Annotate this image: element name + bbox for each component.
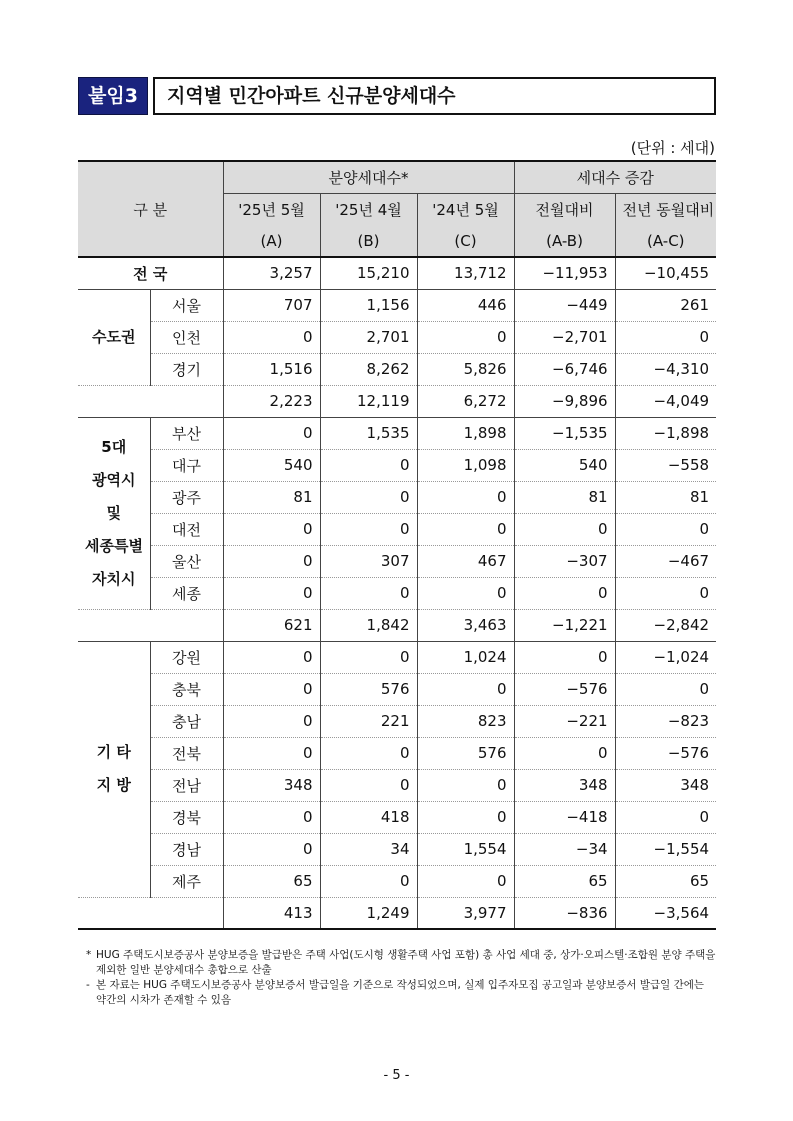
region-group-label-line: 기 타 — [96, 743, 131, 761]
value-cell: 467 — [417, 545, 514, 577]
value-cell: 1,842 — [320, 609, 417, 641]
value-cell: 3,977 — [417, 897, 514, 929]
value-cell: 15,210 — [320, 257, 417, 289]
column-header: (C) — [417, 225, 514, 257]
footnote-text: 본 자료는 HUG 주택도시보증공사 분양보증서 발급일을 기준으로 작성되었으며, 실제 입주자모집 공고일과 분양보증서 발급일 간에는 약간의 시차가 존재할 수 있음 — [96, 979, 705, 1006]
value-cell: −823 — [615, 705, 716, 737]
region-name: 대전 — [150, 513, 223, 545]
footnote-mark: * — [86, 949, 92, 961]
value-cell: 0 — [417, 481, 514, 513]
page-number: - 5 - — [383, 1068, 410, 1083]
value-cell: −836 — [514, 897, 615, 929]
unit-label: (단위 : 세대) — [630, 139, 715, 157]
subtotal-label — [78, 609, 223, 641]
value-cell: −449 — [514, 289, 615, 321]
value-cell: 1,554 — [417, 833, 514, 865]
region-name: 울산 — [150, 545, 223, 577]
value-cell: 0 — [417, 321, 514, 353]
value-cell: −2,842 — [615, 609, 716, 641]
value-cell: 1,156 — [320, 289, 417, 321]
value-cell: 0 — [223, 641, 320, 673]
region-group-label-line: 광역시 — [92, 470, 136, 489]
value-cell: 0 — [223, 321, 320, 353]
value-cell: 307 — [320, 545, 417, 577]
header-row — [78, 161, 716, 193]
table-row — [78, 705, 716, 737]
value-cell: 0 — [223, 545, 320, 577]
footnote — [86, 948, 716, 978]
housing-supply-table — [78, 160, 716, 930]
region-name: 전북 — [150, 737, 223, 769]
value-cell: 0 — [320, 449, 417, 481]
value-cell: 576 — [417, 737, 514, 769]
value-cell: 0 — [223, 737, 320, 769]
national-row — [78, 257, 716, 289]
value-cell: 81 — [514, 481, 615, 513]
region-name: 경남 — [150, 833, 223, 865]
value-cell: 823 — [417, 705, 514, 737]
region-name: 세종 — [150, 577, 223, 609]
region-name: 충북 — [150, 673, 223, 705]
value-cell: 261 — [615, 289, 716, 321]
region-name: 인천 — [150, 321, 223, 353]
region-name: 부산 — [150, 417, 223, 449]
value-cell: −558 — [615, 449, 716, 481]
value-cell: −6,746 — [514, 353, 615, 385]
value-cell: 12,119 — [320, 385, 417, 417]
table-row — [78, 449, 716, 481]
value-cell: 0 — [514, 737, 615, 769]
value-cell: 0 — [320, 865, 417, 897]
value-cell: 65 — [514, 865, 615, 897]
value-cell: 3,463 — [417, 609, 514, 641]
value-cell: 34 — [320, 833, 417, 865]
subtotal-row — [78, 385, 716, 417]
value-cell: 0 — [615, 801, 716, 833]
value-cell: 1,024 — [417, 641, 514, 673]
region-name: 서울 — [150, 289, 223, 321]
value-cell: 0 — [514, 577, 615, 609]
value-cell: 418 — [320, 801, 417, 833]
region-group-label-line: 세종특별 — [85, 536, 143, 555]
value-cell: 413 — [223, 897, 320, 929]
value-cell: −467 — [615, 545, 716, 577]
value-cell: 1,898 — [417, 417, 514, 449]
value-cell: 6,272 — [417, 385, 514, 417]
region-name: 광주 — [150, 481, 223, 513]
value-cell: 621 — [223, 609, 320, 641]
value-cell: 65 — [223, 865, 320, 897]
region-group-label: 수도권 — [78, 289, 150, 385]
region-group-label-line: 5대 — [101, 437, 127, 456]
value-cell: −2,701 — [514, 321, 615, 353]
value-cell: 446 — [417, 289, 514, 321]
value-cell: 348 — [514, 769, 615, 801]
value-cell: 0 — [417, 673, 514, 705]
value-cell: 348 — [223, 769, 320, 801]
value-cell: 0 — [514, 513, 615, 545]
value-cell: 65 — [615, 865, 716, 897]
subtotal-row — [78, 897, 716, 929]
column-header: (A-B) — [514, 225, 615, 257]
value-cell: 13,712 — [417, 257, 514, 289]
value-cell: 2,223 — [223, 385, 320, 417]
region-name: 경북 — [150, 801, 223, 833]
value-cell: 1,535 — [320, 417, 417, 449]
value-cell: 3,257 — [223, 257, 320, 289]
value-cell: 81 — [223, 481, 320, 513]
value-cell: 0 — [223, 417, 320, 449]
footnote-mark: - — [86, 979, 90, 991]
column-header: (A-C) — [615, 225, 716, 257]
value-cell: −1,221 — [514, 609, 615, 641]
value-cell: 0 — [223, 577, 320, 609]
footnote — [86, 978, 716, 1008]
value-cell: 576 — [320, 673, 417, 705]
value-cell: −1,898 — [615, 417, 716, 449]
value-cell: 81 — [615, 481, 716, 513]
value-cell: 540 — [514, 449, 615, 481]
table-row — [78, 737, 716, 769]
region-name: 강원 — [150, 641, 223, 673]
page-title: 지역별 민간아파트 신규분양세대수 — [153, 77, 716, 115]
table-row — [78, 321, 716, 353]
subtotal-label — [78, 385, 223, 417]
value-cell: 0 — [615, 577, 716, 609]
value-cell: 0 — [223, 833, 320, 865]
value-cell: 0 — [320, 513, 417, 545]
value-cell: 0 — [417, 865, 514, 897]
value-cell: −11,953 — [514, 257, 615, 289]
value-cell: 0 — [223, 801, 320, 833]
value-cell: 0 — [320, 481, 417, 513]
value-cell: −3,564 — [615, 897, 716, 929]
value-cell: −34 — [514, 833, 615, 865]
value-cell: −576 — [514, 673, 615, 705]
column-header: 전월대비 — [514, 193, 615, 225]
value-cell: −307 — [514, 545, 615, 577]
value-cell: 707 — [223, 289, 320, 321]
table-row — [78, 865, 716, 897]
value-cell: 0 — [417, 801, 514, 833]
value-cell: 0 — [223, 705, 320, 737]
national-label: 전 국 — [78, 257, 223, 289]
table-row — [78, 641, 716, 673]
value-cell: 0 — [223, 513, 320, 545]
value-cell: 348 — [615, 769, 716, 801]
table-row — [78, 673, 716, 705]
value-cell: 0 — [615, 673, 716, 705]
table-row — [78, 353, 716, 385]
value-cell: −4,310 — [615, 353, 716, 385]
value-cell: −221 — [514, 705, 615, 737]
table-row — [78, 481, 716, 513]
footnote-text: HUG 주택도시보증공사 분양보증을 발급받은 주택 사업(도시형 생활주택 사업 포함) 총 사업 세대 중, 상가·오피스텔·조합원 분양 주택을 제외한 일반 분양세대수 총합으로 산출 — [96, 949, 716, 976]
table-row — [78, 577, 716, 609]
value-cell: 0 — [320, 737, 417, 769]
value-cell: 0 — [615, 321, 716, 353]
column-header: '25년 5월 — [223, 193, 320, 225]
change-group-header: 세대수 증감 — [514, 161, 716, 193]
subtotal-row — [78, 609, 716, 641]
value-cell: −418 — [514, 801, 615, 833]
region-name: 경기 — [150, 353, 223, 385]
value-cell: −10,455 — [615, 257, 716, 289]
column-header: '25년 4월 — [320, 193, 417, 225]
value-cell: 1,249 — [320, 897, 417, 929]
table-row — [78, 769, 716, 801]
attachment-badge: 붙임3 — [78, 77, 148, 115]
category-header: 구 분 — [78, 161, 223, 257]
table-row — [78, 289, 716, 321]
region-name: 제주 — [150, 865, 223, 897]
value-cell: 1,098 — [417, 449, 514, 481]
sales-group-header: 분양세대수* — [223, 161, 514, 193]
region-group-label-line: 자치시 — [92, 569, 136, 588]
region-group-label — [78, 417, 150, 609]
value-cell: 0 — [320, 577, 417, 609]
subtotal-label — [78, 897, 223, 929]
value-cell: −1,554 — [615, 833, 716, 865]
value-cell: −4,049 — [615, 385, 716, 417]
table-row — [78, 801, 716, 833]
value-cell: 0 — [417, 769, 514, 801]
column-header: 전년 동월대비 — [615, 193, 716, 225]
value-cell: −576 — [615, 737, 716, 769]
table-row — [78, 833, 716, 865]
value-cell: 5,826 — [417, 353, 514, 385]
value-cell: 0 — [223, 673, 320, 705]
value-cell: −1,535 — [514, 417, 615, 449]
region-name: 대구 — [150, 449, 223, 481]
region-name: 충남 — [150, 705, 223, 737]
region-group-label-line: 지 방 — [96, 776, 131, 794]
value-cell: −9,896 — [514, 385, 615, 417]
region-group-label-line: 및 — [106, 503, 121, 522]
value-cell: −1,024 — [615, 641, 716, 673]
value-cell: 0 — [514, 641, 615, 673]
table-row — [78, 417, 716, 449]
region-group-label — [78, 641, 150, 897]
column-header: (A) — [223, 225, 320, 257]
title-bar — [78, 77, 716, 115]
value-cell: 0 — [320, 769, 417, 801]
table-row — [78, 513, 716, 545]
value-cell: 221 — [320, 705, 417, 737]
value-cell: 0 — [320, 641, 417, 673]
column-header: '24년 5월 — [417, 193, 514, 225]
table-row — [78, 545, 716, 577]
value-cell: 1,516 — [223, 353, 320, 385]
value-cell: 8,262 — [320, 353, 417, 385]
value-cell: 2,701 — [320, 321, 417, 353]
value-cell: 0 — [417, 577, 514, 609]
column-header: (B) — [320, 225, 417, 257]
footnotes — [86, 948, 716, 1008]
value-cell: 0 — [615, 513, 716, 545]
value-cell: 0 — [417, 513, 514, 545]
region-name: 전남 — [150, 769, 223, 801]
value-cell: 540 — [223, 449, 320, 481]
